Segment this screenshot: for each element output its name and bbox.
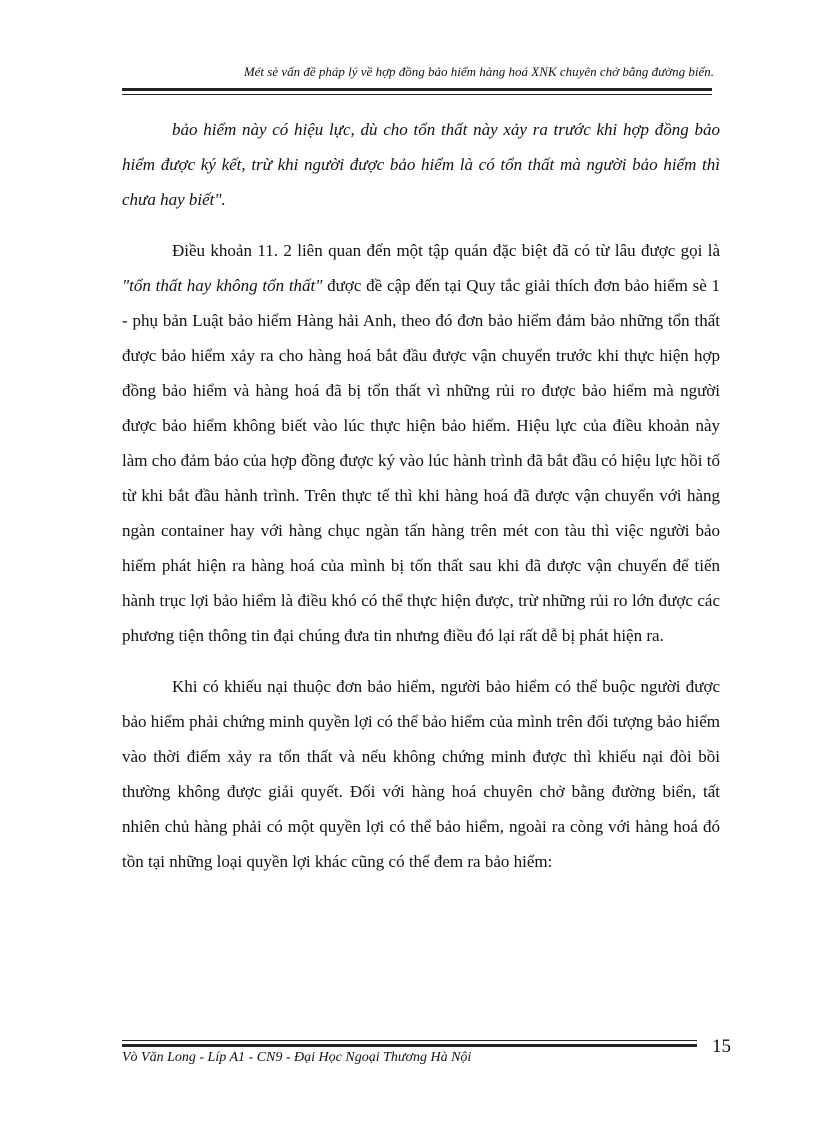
footer-rule-thick bbox=[122, 1044, 697, 1047]
footer-rule-thin bbox=[122, 1040, 697, 1041]
body-text bbox=[122, 112, 720, 895]
running-header: Mét sè vấn đề pháp lý về hợp đồng bảo hiểm hàng hoá XNK chuyên chở bằng đường biển. bbox=[243, 64, 714, 79]
quote-continuation: bảo hiểm này có hiệu lực, dù cho tổn thất này xảy ra trước khi hợp đồng bảo hiểm được ký kết, trừ khi người được bảo hiểm là có tổn thất mà người bảo hiểm thì chưa hay biết". bbox=[122, 120, 720, 209]
footer-author-line: Vò Văn Long - Líp A1 - CN9 - Đại Học Ngoại Thương Hà Nội bbox=[122, 1050, 472, 1065]
paragraph-2: Khi có khiếu nại thuộc đơn bảo hiểm, người bảo hiểm có thể buộc người được bảo hiểm phải chứng minh quyền lợi có thể bảo hiểm của mình trên đối tượng bảo hiểm vào thời điểm xảy ra tổn thất và nếu không chứng minh được thì khiếu nại đòi bồi thường không được giải quyết. Đối với hàng hoá chuyên chở bằng đường biển, tất nhiên chủ hàng phải có một quyền lợi có thể bảo hiểm, ngoài ra còng với hàng hoá đó tồn tại những loại quyền lợi khác cũng có thể đem ra bảo hiểm: bbox=[122, 677, 720, 871]
header-rule-thick bbox=[122, 88, 712, 91]
page-number: 15 bbox=[712, 1036, 731, 1057]
paragraph-1 bbox=[122, 233, 720, 653]
header-rule-thin bbox=[122, 94, 712, 95]
paragraph-1-start: Điều khoản 11. 2 liên quan đến một tập quán đặc biệt đã có từ lâu được gọi là bbox=[172, 241, 720, 260]
quoted-term: "tổn thất hay không tổn thất" bbox=[122, 276, 323, 295]
paragraph-1-rest: được đề cập đến tại Quy tắc giải thích đơn bảo hiểm sè 1 - phụ bản Luật bảo hiểm Hàng hải Anh, theo đó đơn bảo hiểm đảm bảo những tổn thất được bảo hiểm xảy ra cho hàng hoá bắt đầu được vận chuyển trước khi thực hiện hợp đồng bảo hiểm và hàng hoá đã bị tổn thất vì những rủi ro được bảo hiểm mà người được bảo hiểm không biết vào lúc thực hiện bảo hiểm. Hiệu lực của điều khoản này làm cho đảm bảo của hợp đồng được ký vào lúc hành trình đã bắt đầu có hiệu lực hồi tố từ khi bắt đầu hành trình. Trên thực tế thì khi hàng hoá đã được vận chuyển với hàng ngàn container hay với hàng chục ngàn tấn hàng trên mét con tàu thì việc người bảo hiểm phát hiện ra hàng hoá của mình bị tổn thất sau khi đã được vận chuyển để tiến hành trục lợi bảo hiểm là điều khó có thể thực hiện được, trừ những rủi ro lớn được các phương tiện thông tin đại chúng đưa tin nhưng điều đó lại rất dễ bị phát hiện ra. bbox=[122, 276, 720, 645]
